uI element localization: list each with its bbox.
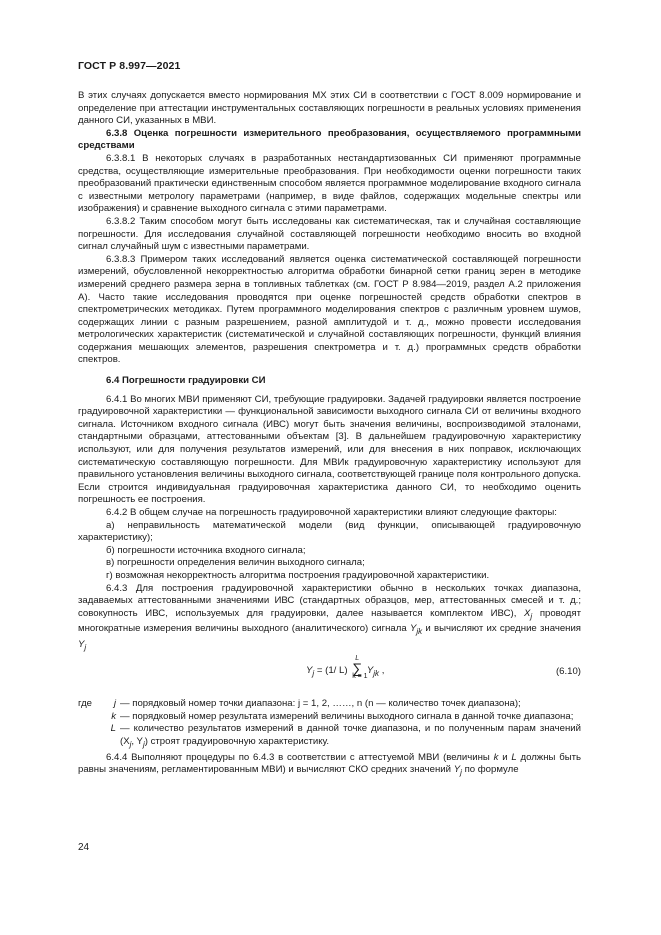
symbol-k: k <box>493 751 499 763</box>
formula-lhs: Y <box>306 665 313 677</box>
symbol-yj: Y <box>78 638 85 650</box>
formula-term-sub: jk <box>373 669 380 679</box>
definition-text: — порядковый номер точки диапазона: j = 1, 2, ……, n (n — количество точек диапазона); <box>120 698 521 710</box>
list-item-b: б) погрешности источника входного сигнала; <box>106 544 306 556</box>
formula-tail: , <box>379 665 385 677</box>
paragraph-6-4-4-part-d: по формуле <box>464 764 519 776</box>
sum-lower-limit: k = 1 <box>352 673 368 681</box>
paragraph-6-4-4-part-b: и <box>502 751 508 763</box>
list-item-a: а) неправильность математической модели (вид функции, описывающей градуировочную характеристику); <box>78 519 581 544</box>
symbol-x: X <box>524 607 531 619</box>
paragraph-6-3-8-1: 6.3.8.1 В некоторых случаях в разработанных нестандартизованных СИ применяют программные средства, осуществляющие измерительные преобразования. При необходимости оценки погрешности таких преобразований практически единственным способом является программное моделирование входного сигнала с известными метрологу параметрами (например, в виде файлов, содержащих модельные спектры или изображения) и сравнение выходного сигнала с этими параметрами. <box>78 152 581 215</box>
sum-icon: ∑ L k = 1 <box>352 662 362 675</box>
paragraph-6-4-4 <box>78 752 581 780</box>
formula-6-10 <box>78 656 581 696</box>
paragraph-6-4-4-part-c: должны быть равны значениям, регламентированным МВИ) и вычисляют СКО средних значений <box>78 751 581 776</box>
symbol-yj-sub: j <box>84 642 87 652</box>
definition-symbol: k <box>111 710 116 722</box>
heading-6-3-8: 6.3.8 Оценка погрешности измерительного преобразования, осуществляемого программными средствами <box>78 127 581 152</box>
document-header: ГОСТ Р 8.997—2021 <box>78 60 181 72</box>
definition-k <box>78 711 581 724</box>
symbol-x-sub: j <box>530 611 533 621</box>
paragraph-6-4-3-part-c: и вычисляют их средние значения <box>425 623 582 635</box>
formula-coefficient: = (1/ L) <box>314 665 348 677</box>
definition-symbol: j <box>113 698 116 710</box>
symbol-yj-sub: j <box>460 768 462 778</box>
list-item-c: в) погрешности определения величин выходного сигнала; <box>106 557 365 569</box>
definitions-list <box>78 698 581 751</box>
definition-text: — порядковый номер результата измерений величины выходного сигнала в данной точке диапазона; <box>120 710 574 722</box>
paragraph-6-4-4-part-a: 6.4.4 Выполняют процедуры по 6.4.3 в соответствии с аттестуемой МВИ (величины <box>106 751 490 763</box>
symbol-yjk: Y <box>409 623 417 635</box>
paragraph-intro: В этих случаях допускается вместо нормирования МХ этих СИ в соответствии с ГОСТ 8.009 нормирование и определение при аттестации инструментальных составляющих погрешности в реальных условиях применения данного СИ, указанных в МВИ. <box>78 90 581 127</box>
definition-l <box>78 723 581 751</box>
definition-symbol: L <box>110 723 116 735</box>
definitions-where-label: где <box>78 698 93 710</box>
paragraph-6-3-8-2: 6.3.8.2 Таким способом могут быть исследованы как систематическая, так и случайная составляющие погрешности. Для исследования случайной составляющей погрешности необходимо вносить во входной сигнал случайный шум с известными параметрами. <box>78 215 581 253</box>
document-body <box>78 90 581 780</box>
symbol-yj: Y <box>453 764 461 776</box>
paragraph-6-4-3-part-b: проводят многократные измерения величины выходного (аналитического) сигнала <box>78 607 581 635</box>
definition-text: — количество результатов измерений в данной точке диапазона, и по полученным парам значений ($X_j$, $Y_j$) строят градуировочную характеристику. <box>120 723 581 749</box>
paragraph-6-4-1: 6.4.1 Во многих МВИ применяют СИ, требующие градуировки. Задачей градуировки является построение градуировочной характеристики — функциональной зависимости выходного сигнала СИ от величины входного сигнала. Источником входного сигнала (ИВС) могут быть значения величины, воспроизводимой эталонами, стандартными образцами, аттестованными объектам [3]. В дальнейшем градуировочную характеристику используют, или для получения результатов измерений, или для внесения в них поправок, исключающих систематическую составляющую погрешности. Для МВИк градуировочную характеристику используют для правильного установления величины выходного сигнала, соответствующей границе поля контрольного допуска. Если строится индивидуальная градуировочная характеристика данного СИ, то необходимо оценить погрешность ее построения. <box>78 393 581 506</box>
formula-number: (6.10) <box>555 666 581 678</box>
paragraph-6-4-2: 6.4.2 В общем случае на погрешность градуировочной характеристики влияют следующие факторы: <box>106 507 557 518</box>
page-number: 24 <box>78 842 90 853</box>
paragraph-6-4-3-part-a: 6.4.3 Для построения градуировочной характеристики обычно в нескольких точках диапазона, задаваемых аттестованными значениями ИВС (стандартных образцов, мер, аттестованных смесей и т. д.; совокупность ИВС, используемых для градуировки, далее называется комплектом ИВС), <box>78 582 581 619</box>
formula-term: Y <box>366 665 374 677</box>
list-item-d: г) возможная некорректность алгоритма построения градуировочной характеристики. <box>106 569 490 581</box>
paragraph-6-3-8-3: 6.3.8.3 Примером таких исследований является оценка систематической составляющей погрешности измерений, обусловленной некорректностью алгоритма обработки бинарной сетки границ зерен в методике измерений среднего размера зерна в топливных таблетках (см. ГОСТ Р 8.984—2019, раздел А.2 приложения А). Часто такие исследования проводятся при оценке погрешностей средств обработки спектров в спектрометрических методиках. Путем программного моделирования спектров с различным уровнем шумов, содержащих линии с разным разрешением, разной амплитудой и т. д., можно провести исследования метрологических характеристик (систематической и случайной составляющих погрешности, функций влияния содержания мешающих элементов, разрешения спектрометра и т. д.) программных средств обработки спектров. <box>78 253 581 366</box>
formula-expression <box>306 655 385 681</box>
definition-j <box>78 698 581 711</box>
paragraph-6-4-3 <box>78 583 581 655</box>
symbol-l: L <box>511 751 517 763</box>
symbol-yjk-sub: jk <box>416 627 423 637</box>
sum-upper-limit: L <box>355 655 360 663</box>
formula-lhs-sub: j <box>312 669 315 679</box>
heading-6-4: 6.4 Погрешности градуировки СИ <box>106 375 266 387</box>
